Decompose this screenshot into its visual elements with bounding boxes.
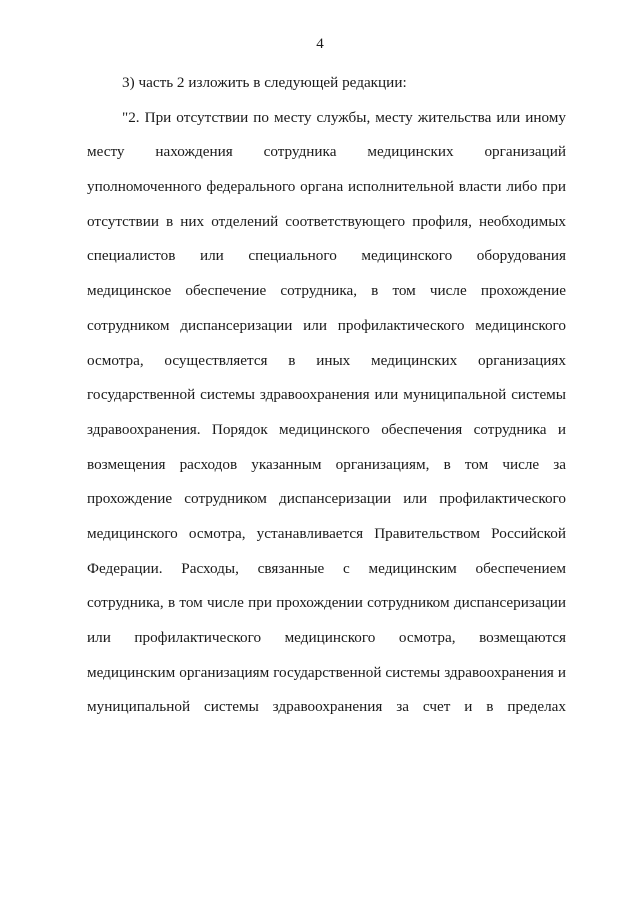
paragraph-line: медицинским организациям государственной системы здравоохранения и <box>87 663 566 681</box>
paragraph-line: осмотра, осуществляется в иных медицинских организациях <box>87 351 566 369</box>
amendment-item-line: 3) часть 2 изложить в следующей редакции: <box>122 74 407 91</box>
paragraph-line: медицинского осмотра, устанавливается Правительством Российской <box>87 524 566 542</box>
document-body <box>87 66 566 725</box>
paragraph-line: сотрудника, в том числе при прохождении сотрудником диспансеризации <box>87 594 566 612</box>
paragraph-line: или профилактического медицинского осмотра, возмещаются <box>87 629 566 646</box>
paragraph-line: "2. При отсутствии по месту службы, месту жительства или иному <box>122 108 566 126</box>
paragraph-line: месту нахождения сотрудника медицинских организаций <box>87 143 566 161</box>
paragraph-line: Федерации. Расходы, связанные с медицинским обеспечением <box>87 559 566 577</box>
paragraph-line: возмещения расходов указанным организациям, в том числе за <box>87 455 566 473</box>
paragraph-line: отсутствии в них отделений соответствующего профиля, необходимых <box>87 212 566 230</box>
paragraph-line: здравоохранения. Порядок медицинского обеспечения сотрудника и <box>87 420 566 438</box>
paragraph-line: прохождение сотрудником диспансеризации или профилактического <box>87 490 566 508</box>
page-number: 4 <box>316 36 324 52</box>
paragraph-line: муниципальной системы здравоохранения за счет и в пределах <box>87 698 566 716</box>
paragraph-line: государственной системы здравоохранения или муниципальной системы <box>87 386 566 404</box>
paragraph-line: сотрудником диспансеризации или профилактического медицинского <box>87 316 566 334</box>
paragraph-line: медицинское обеспечение сотрудника, в том числе прохождение <box>87 282 566 300</box>
paragraph-line: уполномоченного федерального органа исполнительной власти либо при <box>87 178 566 196</box>
paragraph-line: специалистов или специального медицинского оборудования <box>87 247 566 265</box>
